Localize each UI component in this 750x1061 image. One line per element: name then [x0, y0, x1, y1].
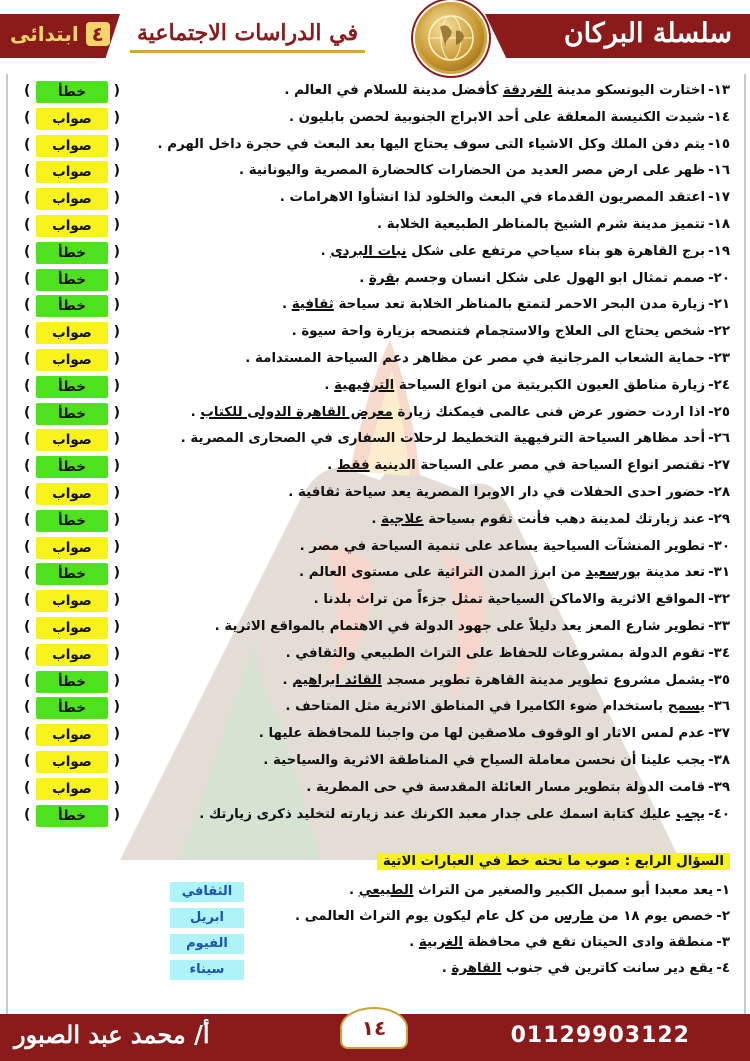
close-paren: )	[113, 297, 120, 314]
statement-text	[282, 297, 730, 312]
statement-text	[284, 83, 730, 98]
statement-number: ٣٨-	[708, 752, 730, 768]
answer-label: صواب	[36, 215, 108, 237]
statement-row	[12, 268, 730, 295]
statement-row	[12, 804, 730, 831]
correction-text	[295, 909, 730, 924]
answer-label: صواب	[36, 537, 108, 559]
statement-after: عليك كتابة اسمك على جدار معبد الكرنك عند زيارته لتخليد ذكرى زيارتك .	[199, 806, 677, 822]
statement-number: ١٣-	[708, 83, 730, 98]
open-paren: (	[24, 726, 31, 743]
open-paren: (	[24, 190, 31, 207]
statement-text	[239, 163, 730, 178]
statement-underlined: يسمح	[667, 699, 706, 715]
open-paren: (	[24, 592, 31, 609]
open-paren: (	[24, 109, 31, 126]
statement-number: ٢١-	[708, 297, 730, 313]
statement-row	[12, 750, 730, 777]
statement-row	[12, 455, 730, 482]
statement-row	[12, 80, 730, 107]
statement-number: ٤٠-	[708, 806, 730, 822]
statement-text	[285, 699, 730, 714]
answer-box	[24, 617, 120, 639]
answer-box	[24, 429, 120, 451]
correction-underlined: الغربية	[418, 935, 463, 950]
statement-underlined: القائد ابراهيم	[292, 672, 382, 688]
answer-box	[24, 376, 120, 398]
answer-label: خطأ	[36, 403, 108, 425]
correction-before: منطقة وادى الحيتان تقع في محافظة	[462, 935, 714, 950]
statement-text	[286, 646, 730, 661]
statement-number: ٣٦-	[708, 699, 730, 715]
statement-text	[306, 780, 730, 795]
statement-number: ٣٥-	[708, 672, 730, 688]
answer-box	[24, 403, 120, 425]
statement-row	[12, 562, 730, 589]
close-paren: )	[113, 431, 120, 448]
answer-label: صواب	[36, 322, 108, 344]
statement-number: ٣٩-	[708, 779, 730, 795]
statement-number: ١٩-	[708, 243, 730, 259]
close-paren: )	[113, 672, 120, 689]
close-paren: )	[113, 350, 120, 367]
statement-row	[12, 107, 730, 134]
close-paren: )	[113, 511, 120, 528]
correction-row	[12, 906, 730, 932]
statement-after: كأفضل مدينة للسلام في العالم .	[284, 83, 503, 98]
close-paren: )	[113, 726, 120, 743]
teacher-name: أ/ محمد عبد الصبور	[14, 1020, 210, 1049]
statement-before: عدم لمس الاثار او الوقوف ملاصقين لها من واجبنا للمحافظة عليها .	[258, 726, 706, 742]
statement-row	[12, 643, 730, 670]
statement-text	[299, 565, 730, 580]
grade-number: ٤	[86, 22, 110, 46]
open-paren: (	[24, 324, 31, 341]
open-paren: (	[24, 270, 31, 287]
open-paren: (	[24, 243, 31, 260]
correction-answer: الثقافي	[170, 882, 244, 902]
correction-before: يقع دير سانت كاترين في جنوب	[501, 961, 714, 976]
answer-label: خطأ	[36, 456, 108, 478]
close-paren: )	[113, 565, 120, 582]
answer-label: صواب	[36, 724, 108, 746]
statement-underlined: علاجية	[381, 511, 424, 527]
true-false-list	[12, 80, 730, 830]
correction-text	[349, 883, 730, 898]
statement-text	[324, 378, 730, 393]
answer-label: خطأ	[36, 269, 108, 291]
statement-number: ٣٧-	[708, 726, 730, 742]
statement-text	[199, 807, 730, 822]
statement-after: .	[320, 243, 331, 259]
statement-number: ١٥-	[708, 136, 730, 152]
correction-after: .	[409, 935, 419, 950]
statement-after: .	[324, 377, 335, 393]
close-paren: )	[113, 109, 120, 126]
statement-before: عند زيارتك لمدينة دهب فأنت تقوم بسياحة	[423, 511, 706, 527]
phone-number: 01129903122	[510, 1023, 690, 1048]
statement-before: تقتصر انواع السياحة في مصر على السياحة الدينية	[369, 458, 706, 474]
open-paren: (	[24, 511, 31, 528]
correction-underlined: مارس	[554, 909, 594, 924]
answer-label: صواب	[36, 778, 108, 800]
answer-box	[24, 349, 120, 371]
close-paren: )	[113, 458, 120, 475]
statement-number: ٣٢-	[708, 592, 730, 608]
statement-text	[263, 753, 730, 768]
close-paren: )	[113, 484, 120, 501]
answer-box	[24, 563, 120, 585]
open-paren: (	[24, 618, 31, 635]
statement-before: المواقع الاثرية والاماكن السياحية تمثل جزءاً من تراث بلدنا .	[313, 592, 706, 608]
globe-logo-icon	[415, 2, 487, 74]
statement-before: شيدت الكنيسة المعلقة على أحد الابراج الجنوبية لحصن بابليون .	[288, 109, 706, 125]
answer-box	[24, 108, 120, 130]
statement-before: ظهر على ارض مصر العديد من الحضارات كالحضارة المصرية واليونانية .	[238, 163, 706, 179]
close-paren: )	[113, 699, 120, 716]
statement-after: .	[371, 511, 382, 527]
statement-before: تطوير المنشآت السياحية يساعد على تنمية السياحة في مصر .	[299, 538, 706, 554]
answer-label: خطأ	[36, 81, 108, 103]
open-paren: (	[24, 136, 31, 153]
statement-number: ٣٤-	[708, 645, 730, 661]
statement-before: أحد مظاهر السياحة الترفيهية التخطيط لرحلات السفارى في الصحارى المصرية .	[180, 431, 706, 447]
grade-label: ابتدائى	[10, 22, 79, 46]
answer-label: صواب	[36, 751, 108, 773]
correction-before: خصص يوم ١٨ من	[593, 909, 714, 924]
answer-label: صواب	[36, 161, 108, 183]
answer-box	[24, 590, 120, 612]
statement-after: من ابرز المدن التراثية على مستوى العالم .	[299, 565, 586, 581]
statement-text	[191, 405, 730, 420]
close-paren: )	[113, 752, 120, 769]
answer-box	[24, 778, 120, 800]
answer-label: صواب	[36, 429, 108, 451]
question4-title: السؤال الرابع : صوب ما تحته خط في العبارات الاتية	[377, 853, 730, 870]
open-paren: (	[24, 699, 31, 716]
close-paren: )	[113, 243, 120, 260]
statement-after: باستخدام ضوء الكاميرا في المناطق الاثرية مثل المتاحف .	[285, 699, 668, 715]
correction-after: من كل عام ليكون يوم التراث العالمى .	[295, 909, 555, 924]
answer-box	[24, 81, 120, 103]
statement-before: زيارة مناطق العيون الكبريتية من انواع السياحة	[394, 377, 706, 393]
statement-after: .	[327, 458, 337, 474]
statement-text	[289, 110, 730, 125]
answer-label: صواب	[36, 590, 108, 612]
statement-underlined: بورسعيد	[585, 565, 641, 581]
statement-after: .	[359, 270, 369, 286]
statement-before: اختارت اليونسكو مدينة	[552, 83, 706, 98]
statement-row	[12, 160, 730, 187]
statement-underlined: الترفيهية	[334, 377, 395, 393]
statement-number: ١٨-	[708, 216, 730, 232]
close-paren: )	[113, 324, 120, 341]
statement-number: ٣٣-	[708, 618, 730, 634]
statement-number: ٢٤-	[708, 377, 730, 393]
answer-label: خطأ	[36, 510, 108, 532]
statement-before: تعد مدينة	[640, 565, 706, 581]
statement-row	[12, 670, 730, 697]
answer-box	[24, 242, 120, 264]
statement-text	[321, 244, 730, 259]
close-paren: )	[113, 163, 120, 180]
open-paren: (	[24, 458, 31, 475]
statement-row	[12, 482, 730, 509]
answer-box	[24, 456, 120, 478]
statement-before: يشمل مشروع تطوير مدينة القاهرة تطوير مسجد	[381, 672, 706, 688]
statement-row	[12, 214, 730, 241]
statement-before: يتم دفن الملك وكل الاشياء التى سوف يحتاج اليها بعد البعث في حجرة داخل الهرم .	[157, 136, 706, 152]
statement-row	[12, 375, 730, 402]
statement-text	[245, 351, 730, 366]
close-paren: )	[113, 779, 120, 796]
statement-row	[12, 402, 730, 429]
statement-before: حضور احدى الحفلات في دار الاوبرا المصرية يعد سياحة ثقافية .	[288, 484, 706, 500]
answer-label: صواب	[36, 135, 108, 157]
statement-row	[12, 777, 730, 804]
series-title: سلسلة البركان	[563, 18, 732, 49]
close-paren: )	[113, 270, 120, 287]
answer-box	[24, 510, 120, 532]
answer-label: صواب	[36, 188, 108, 210]
answer-label: صواب	[36, 483, 108, 505]
answer-box	[24, 697, 120, 719]
close-paren: )	[113, 190, 120, 207]
close-paren: )	[113, 645, 120, 662]
statement-before: صمم تمثال ابو الهول على شكل انسان وجسم	[399, 270, 706, 286]
answer-box	[24, 188, 120, 210]
statement-before: زيارة مدن البحر الاحمر لتمتع بالمناظر الخلابة تعد سياحة	[333, 297, 706, 313]
open-paren: (	[24, 779, 31, 796]
statement-text	[377, 217, 730, 232]
statement-underlined: معرض القاهرة الدولى للكتاب	[200, 404, 393, 420]
statement-row	[12, 536, 730, 563]
open-paren: (	[24, 484, 31, 501]
correction-number: ١-	[716, 883, 730, 898]
answer-box	[24, 161, 120, 183]
answer-box	[24, 215, 120, 237]
statement-row	[12, 428, 730, 455]
answer-label: صواب	[36, 617, 108, 639]
statement-text	[300, 539, 730, 554]
answer-label: خطأ	[36, 242, 108, 264]
statement-number: ٢٠-	[708, 270, 730, 286]
statement-number: ١٧-	[708, 190, 730, 206]
statement-number: ٢٥-	[708, 404, 730, 420]
open-paren: (	[24, 645, 31, 662]
answer-box	[24, 483, 120, 505]
statement-underlined: فقط	[336, 458, 370, 474]
answer-box	[24, 805, 120, 827]
statement-number: ١٤-	[708, 109, 730, 125]
open-paren: (	[24, 672, 31, 689]
correction-row	[12, 880, 730, 906]
correction-after: .	[349, 883, 359, 898]
statement-number: ٢٦-	[708, 431, 730, 447]
correction-number: ٣-	[716, 935, 730, 950]
statement-text	[371, 512, 730, 527]
correction-answer: ابريل	[170, 908, 244, 928]
statement-number: ٢٩-	[708, 511, 730, 527]
correction-before: يعد معبدا أبو سمبل الكبير والصغير من التراث	[413, 883, 714, 898]
correction-answer: الفيوم	[170, 934, 244, 954]
statement-underlined: الغردقة	[502, 83, 553, 98]
answer-box	[24, 135, 120, 157]
statement-row	[12, 696, 730, 723]
close-paren: )	[113, 216, 120, 233]
answer-label: خطأ	[36, 671, 108, 693]
correction-row	[12, 932, 730, 958]
statement-text	[359, 271, 730, 286]
close-paren: )	[113, 538, 120, 555]
statement-underlined: نبات البردى	[330, 243, 407, 259]
answer-box	[24, 751, 120, 773]
statement-row	[12, 134, 730, 161]
statement-before: اعتقد المصريون القدماء في البعث والخلود لذا انشأوا الاهرامات .	[279, 190, 706, 206]
statement-text	[292, 324, 730, 339]
statement-text	[282, 673, 730, 688]
close-paren: )	[113, 377, 120, 394]
statement-row	[12, 616, 730, 643]
statement-row	[12, 241, 730, 268]
open-paren: (	[24, 431, 31, 448]
statement-before: برج القاهرة هو بناء سياحي مرتفع على شكل	[406, 243, 706, 259]
answer-label: خطأ	[36, 563, 108, 585]
statement-underlined: بقرة	[368, 270, 400, 286]
grade-badge	[10, 22, 114, 46]
statement-number: ٢٧-	[708, 458, 730, 474]
statement-before: اذا اردت حضور عرض فنى عالمى فيمكنك زيارة	[392, 404, 706, 420]
statement-text	[158, 137, 730, 152]
close-paren: )	[113, 83, 120, 99]
page-number: ١٤	[340, 1007, 408, 1049]
statement-text	[259, 726, 730, 741]
open-paren: (	[24, 752, 31, 769]
answer-box	[24, 644, 120, 666]
open-paren: (	[24, 297, 31, 314]
statement-underlined: يجب	[676, 806, 706, 822]
statement-number: ٣١-	[708, 565, 730, 581]
close-paren: )	[113, 806, 120, 823]
statement-after: .	[282, 672, 293, 688]
statement-before: تقوم الدولة بمشروعات للحفاظ على التراث الطبيعي والثقافي .	[285, 645, 706, 661]
close-paren: )	[113, 136, 120, 153]
statement-before: حماية الشعاب المرجانية في مصر عن مظاهر دعم السياحة المستدامة .	[245, 350, 706, 366]
correction-answer: سيناء	[170, 960, 244, 980]
open-paren: (	[24, 538, 31, 555]
statement-row	[12, 321, 730, 348]
correction-after: .	[441, 961, 452, 976]
open-paren: (	[24, 806, 31, 823]
close-paren: )	[113, 404, 120, 421]
open-paren: (	[24, 565, 31, 582]
statement-text	[215, 619, 730, 634]
answer-label: خطأ	[36, 805, 108, 827]
correction-text	[442, 961, 730, 976]
answer-box	[24, 724, 120, 746]
statement-after: .	[281, 297, 292, 313]
open-paren: (	[24, 404, 31, 421]
close-paren: )	[113, 618, 120, 635]
statement-number: ٣٠-	[708, 538, 730, 554]
statement-before: تطوير شارع المعز يعد دليلاً على جهود الدولة في الاهتمام بالمواقع الاثرية .	[214, 618, 706, 634]
answer-box	[24, 671, 120, 693]
statement-before: شخص يحتاج الى العلاج والاستجمام فتنصحه بزيارة واحة سيوة .	[291, 324, 706, 340]
statement-number: ٢٢-	[708, 324, 730, 340]
statement-before: قامت الدولة بتطوير مسار العائلة المقدسة في حى المطرية .	[306, 779, 706, 795]
statement-number: ٢٣-	[708, 350, 730, 366]
subject-title: في الدراسات الاجتماعية	[130, 20, 365, 53]
answer-label: صواب	[36, 349, 108, 371]
statement-number: ٢٨-	[708, 484, 730, 500]
statement-row	[12, 348, 730, 375]
statement-number: ١٦-	[708, 163, 730, 179]
correction-list	[12, 880, 730, 984]
answer-box	[24, 295, 120, 317]
correction-number: ٢-	[716, 909, 730, 924]
answer-label: خطأ	[36, 295, 108, 317]
correction-text	[409, 935, 730, 950]
open-paren: (	[24, 216, 31, 233]
statement-row	[12, 294, 730, 321]
correction-underlined: الطبيعي	[358, 883, 414, 898]
statement-text	[280, 190, 730, 205]
statement-row	[12, 589, 730, 616]
open-paren: (	[24, 163, 31, 180]
statement-after: .	[190, 404, 201, 420]
open-paren: (	[24, 377, 31, 394]
correction-number: ٤-	[716, 961, 730, 976]
statement-row	[12, 509, 730, 536]
page-header	[0, 0, 750, 74]
statement-text	[288, 485, 730, 500]
statement-text	[181, 431, 730, 446]
open-paren: (	[24, 83, 31, 99]
correction-row	[12, 958, 730, 984]
statement-row	[12, 723, 730, 750]
correction-underlined: القاهرة	[451, 961, 502, 976]
answer-label: خطأ	[36, 376, 108, 398]
statement-text	[327, 458, 730, 473]
statement-before: تتميز مدينة شرم الشيخ بالمناظر الطبيعية الخلابة .	[376, 216, 706, 232]
answer-box	[24, 322, 120, 344]
answer-label: خطأ	[36, 697, 108, 719]
close-paren: )	[113, 592, 120, 609]
answer-label: صواب	[36, 108, 108, 130]
statement-row	[12, 187, 730, 214]
statement-underlined: ثقافية	[291, 297, 334, 313]
open-paren: (	[24, 350, 31, 367]
answer-label: صواب	[36, 644, 108, 666]
statement-text	[314, 592, 730, 607]
answer-box	[24, 537, 120, 559]
statement-before: يجب علينا أن نحسن معاملة السياح في المناطقة الاثرية والسياحية .	[263, 752, 706, 768]
answer-box	[24, 269, 120, 291]
